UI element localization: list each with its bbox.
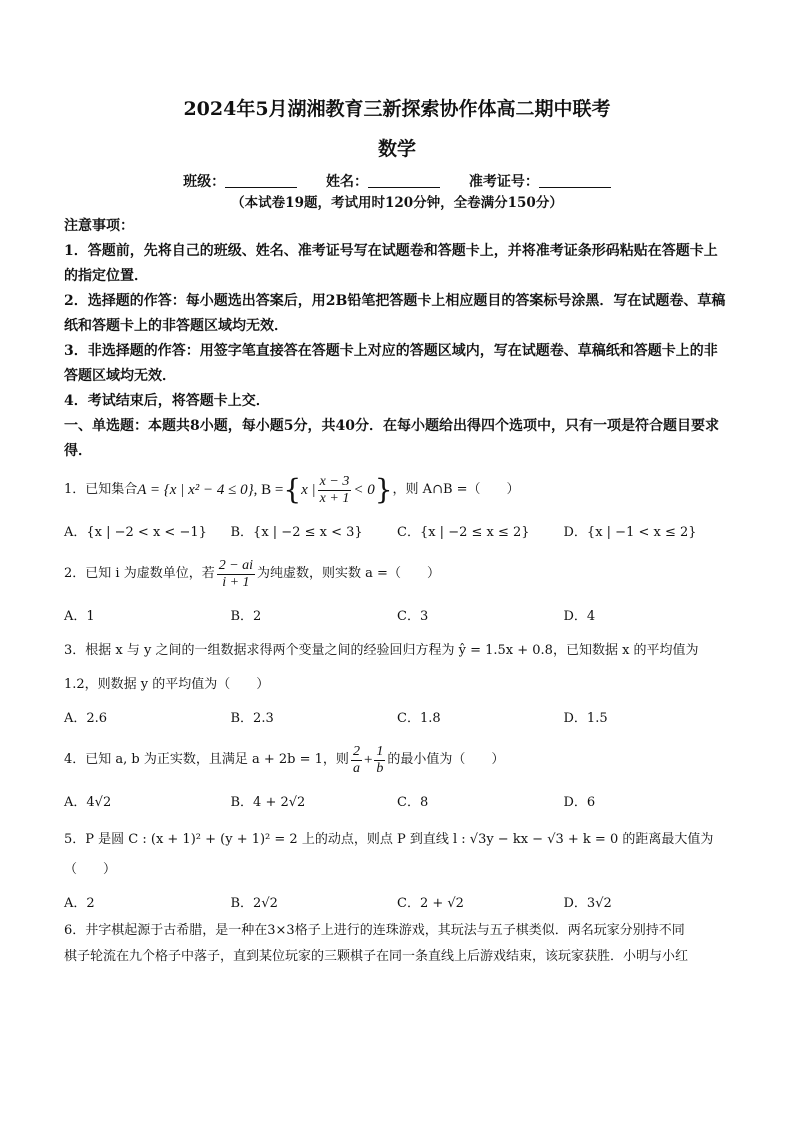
q2-frac-den: i + 1 <box>222 574 250 590</box>
question-5-line-1: 5．P 是圆 C : (x + 1)² + (y + 1)² = 2 上的动点，则点 P 到直线 l : √3y − kx − √3 + k = 0 的距离最大值为 <box>64 832 714 847</box>
q1-b-prefix: , B = <box>253 482 284 498</box>
note-item-3: 3．非选择题的作答：用签字笔直接答在答题卡上对应的答题区域内，写在试题卷、草稿纸和答题卡上的非答题区域均无效． <box>64 343 718 384</box>
q1-option-d[interactable]: D．{x | −1 < x ≤ 2} <box>563 524 697 540</box>
question-5-line-2: （ ） <box>64 862 117 877</box>
q4-option-d[interactable]: D．6 <box>563 794 596 810</box>
q2-frac-num: 2 − ai <box>218 557 254 573</box>
question-1: 1．已知集合 A = {x | x² − 4 ≤ 0} , B = { x | $\frac{x - 3}{x + 1}$ < 0 } ，则 A∩B =（ ） <box>64 473 520 506</box>
q1-b-suffix: < 0 <box>353 482 375 498</box>
student-info-line <box>64 172 730 192</box>
q3-option-b[interactable]: B．2.3 <box>230 710 274 726</box>
q5-options <box>64 884 730 918</box>
q5-option-a[interactable]: A．2 <box>64 895 95 911</box>
name-label: 姓名： <box>326 174 368 190</box>
q3-options <box>64 702 730 730</box>
q2-tail: 为纯虚数，则实数 a =（ ） <box>257 566 440 581</box>
question-4 <box>64 740 730 780</box>
q4-fraction-1 <box>351 744 362 777</box>
q1-options <box>64 516 730 544</box>
q1-brace-left: { <box>283 473 302 506</box>
subject-title: 数学 <box>377 138 416 160</box>
q1-prefix: 1．已知集合 <box>64 482 138 497</box>
q2-option-d[interactable]: D．4 <box>563 608 596 624</box>
q4-option-c[interactable]: C．8 <box>397 794 429 810</box>
q5-option-c[interactable]: C．2 + √2 <box>397 895 464 911</box>
section1-heading: 一、单选题：本题共8小题，每小题5分，共40分．在每小题给出得四个选项中，只有一项是符合题目要求得． <box>64 418 719 459</box>
exam-title: 2024年5月湖湘教育三新探索协作体高二期中联考 <box>183 98 611 120</box>
note-item-1: 1．答题前，先将自己的班级、姓名、准考证号写在试题卷和答题卡上，并将准考证条形码粘贴在答题卡上的指定位置． <box>64 243 718 284</box>
q1-option-b[interactable]: B．{x | −2 ≤ x < 3} <box>230 524 363 540</box>
note-item-4: 4．考试结束后，将答题卡上交． <box>64 393 270 409</box>
q4-fraction-2 <box>374 744 385 777</box>
q1-tail: ，则 A∩B =（ ） <box>392 482 520 497</box>
question-3-line-1: 3．根据 x 与 y 之间的一组数据求得两个变量之间的经验回归方程为 ŷ = 1.5x + 0.8，已知数据 x 的平均值为 <box>64 643 699 658</box>
q2-option-b[interactable]: B．2 <box>230 608 262 624</box>
q2-option-a[interactable]: A．1 <box>64 608 95 624</box>
question-2 <box>64 554 730 594</box>
q5-option-d[interactable]: D．3√2 <box>563 895 612 911</box>
q2-fraction <box>217 558 255 591</box>
q3-option-d[interactable]: D．1.5 <box>563 710 608 726</box>
q4-tail: 的最小值为（ ） <box>387 752 505 767</box>
q4-option-b[interactable]: B．4 + 2√2 <box>230 794 306 810</box>
q4-option-a[interactable]: A．4√2 <box>64 794 112 810</box>
q4-f1-den: a <box>352 760 360 776</box>
q4-plus: + <box>363 752 373 768</box>
q3-option-c[interactable]: C．1.8 <box>397 710 441 726</box>
question-6-line-2: 棋子轮流在九个格子中落子，直到某位玩家的三颗棋子在同一条直线上后游戏结束，该玩家获胜．小明与小红 <box>64 949 689 964</box>
q4-prefix: 4．已知 a, b 为正实数，且满足 a + 2b = 1，则 <box>64 752 349 767</box>
q3-option-a[interactable]: A．2.6 <box>64 710 108 726</box>
q1-frac-den: x + 1 <box>319 490 350 506</box>
q4-f2-den: b <box>376 760 384 776</box>
q1-option-c[interactable]: C．{x | −2 ≤ x ≤ 2} <box>397 524 530 540</box>
q1-fraction <box>318 474 352 507</box>
q2-prefix: 2．已知 i 为虚数单位，若 <box>64 566 215 581</box>
q4-options <box>64 786 730 814</box>
class-label: 班级： <box>183 174 226 190</box>
question-6-line-1: 6．井字棋起源于古希腊，是一种在3×3格子上进行的连珠游戏，其玩法与五子棋类似．两名玩家分别持不同 <box>64 923 685 938</box>
class-blank <box>225 173 297 188</box>
q2-option-c[interactable]: C．3 <box>397 608 429 624</box>
q1-brace-right: } <box>374 473 393 506</box>
q1-frac-num: x − 3 <box>319 473 350 489</box>
q4-f2-num: 1 <box>376 743 384 759</box>
question-3-line-2: 1.2，则数据 y 的平均值为（ ） <box>64 677 270 692</box>
exam-note: （本试卷19题，考试用时120分钟，全卷满分150分） <box>231 195 563 211</box>
notes-heading: 注意事项： <box>64 218 134 234</box>
q4-f1-num: 2 <box>352 743 360 759</box>
q1-set-a: A = {x | x² − 4 ≤ 0} <box>137 482 254 498</box>
id-blank <box>539 173 611 188</box>
name-blank <box>368 173 440 188</box>
note-item-2: 2．选择题的作答：每小题选出答案后，用2B铅笔把答题卡上相应题目的答案标号涂黑．写在试题卷、草稿纸和答题卡上的非答题区域均无效． <box>64 293 726 334</box>
q1-option-a[interactable]: A．{x | −2 < x < −1} <box>64 524 207 540</box>
id-label: 准考证号： <box>468 174 539 190</box>
q2-options <box>64 600 730 628</box>
q5-option-b[interactable]: B．2√2 <box>230 895 278 911</box>
